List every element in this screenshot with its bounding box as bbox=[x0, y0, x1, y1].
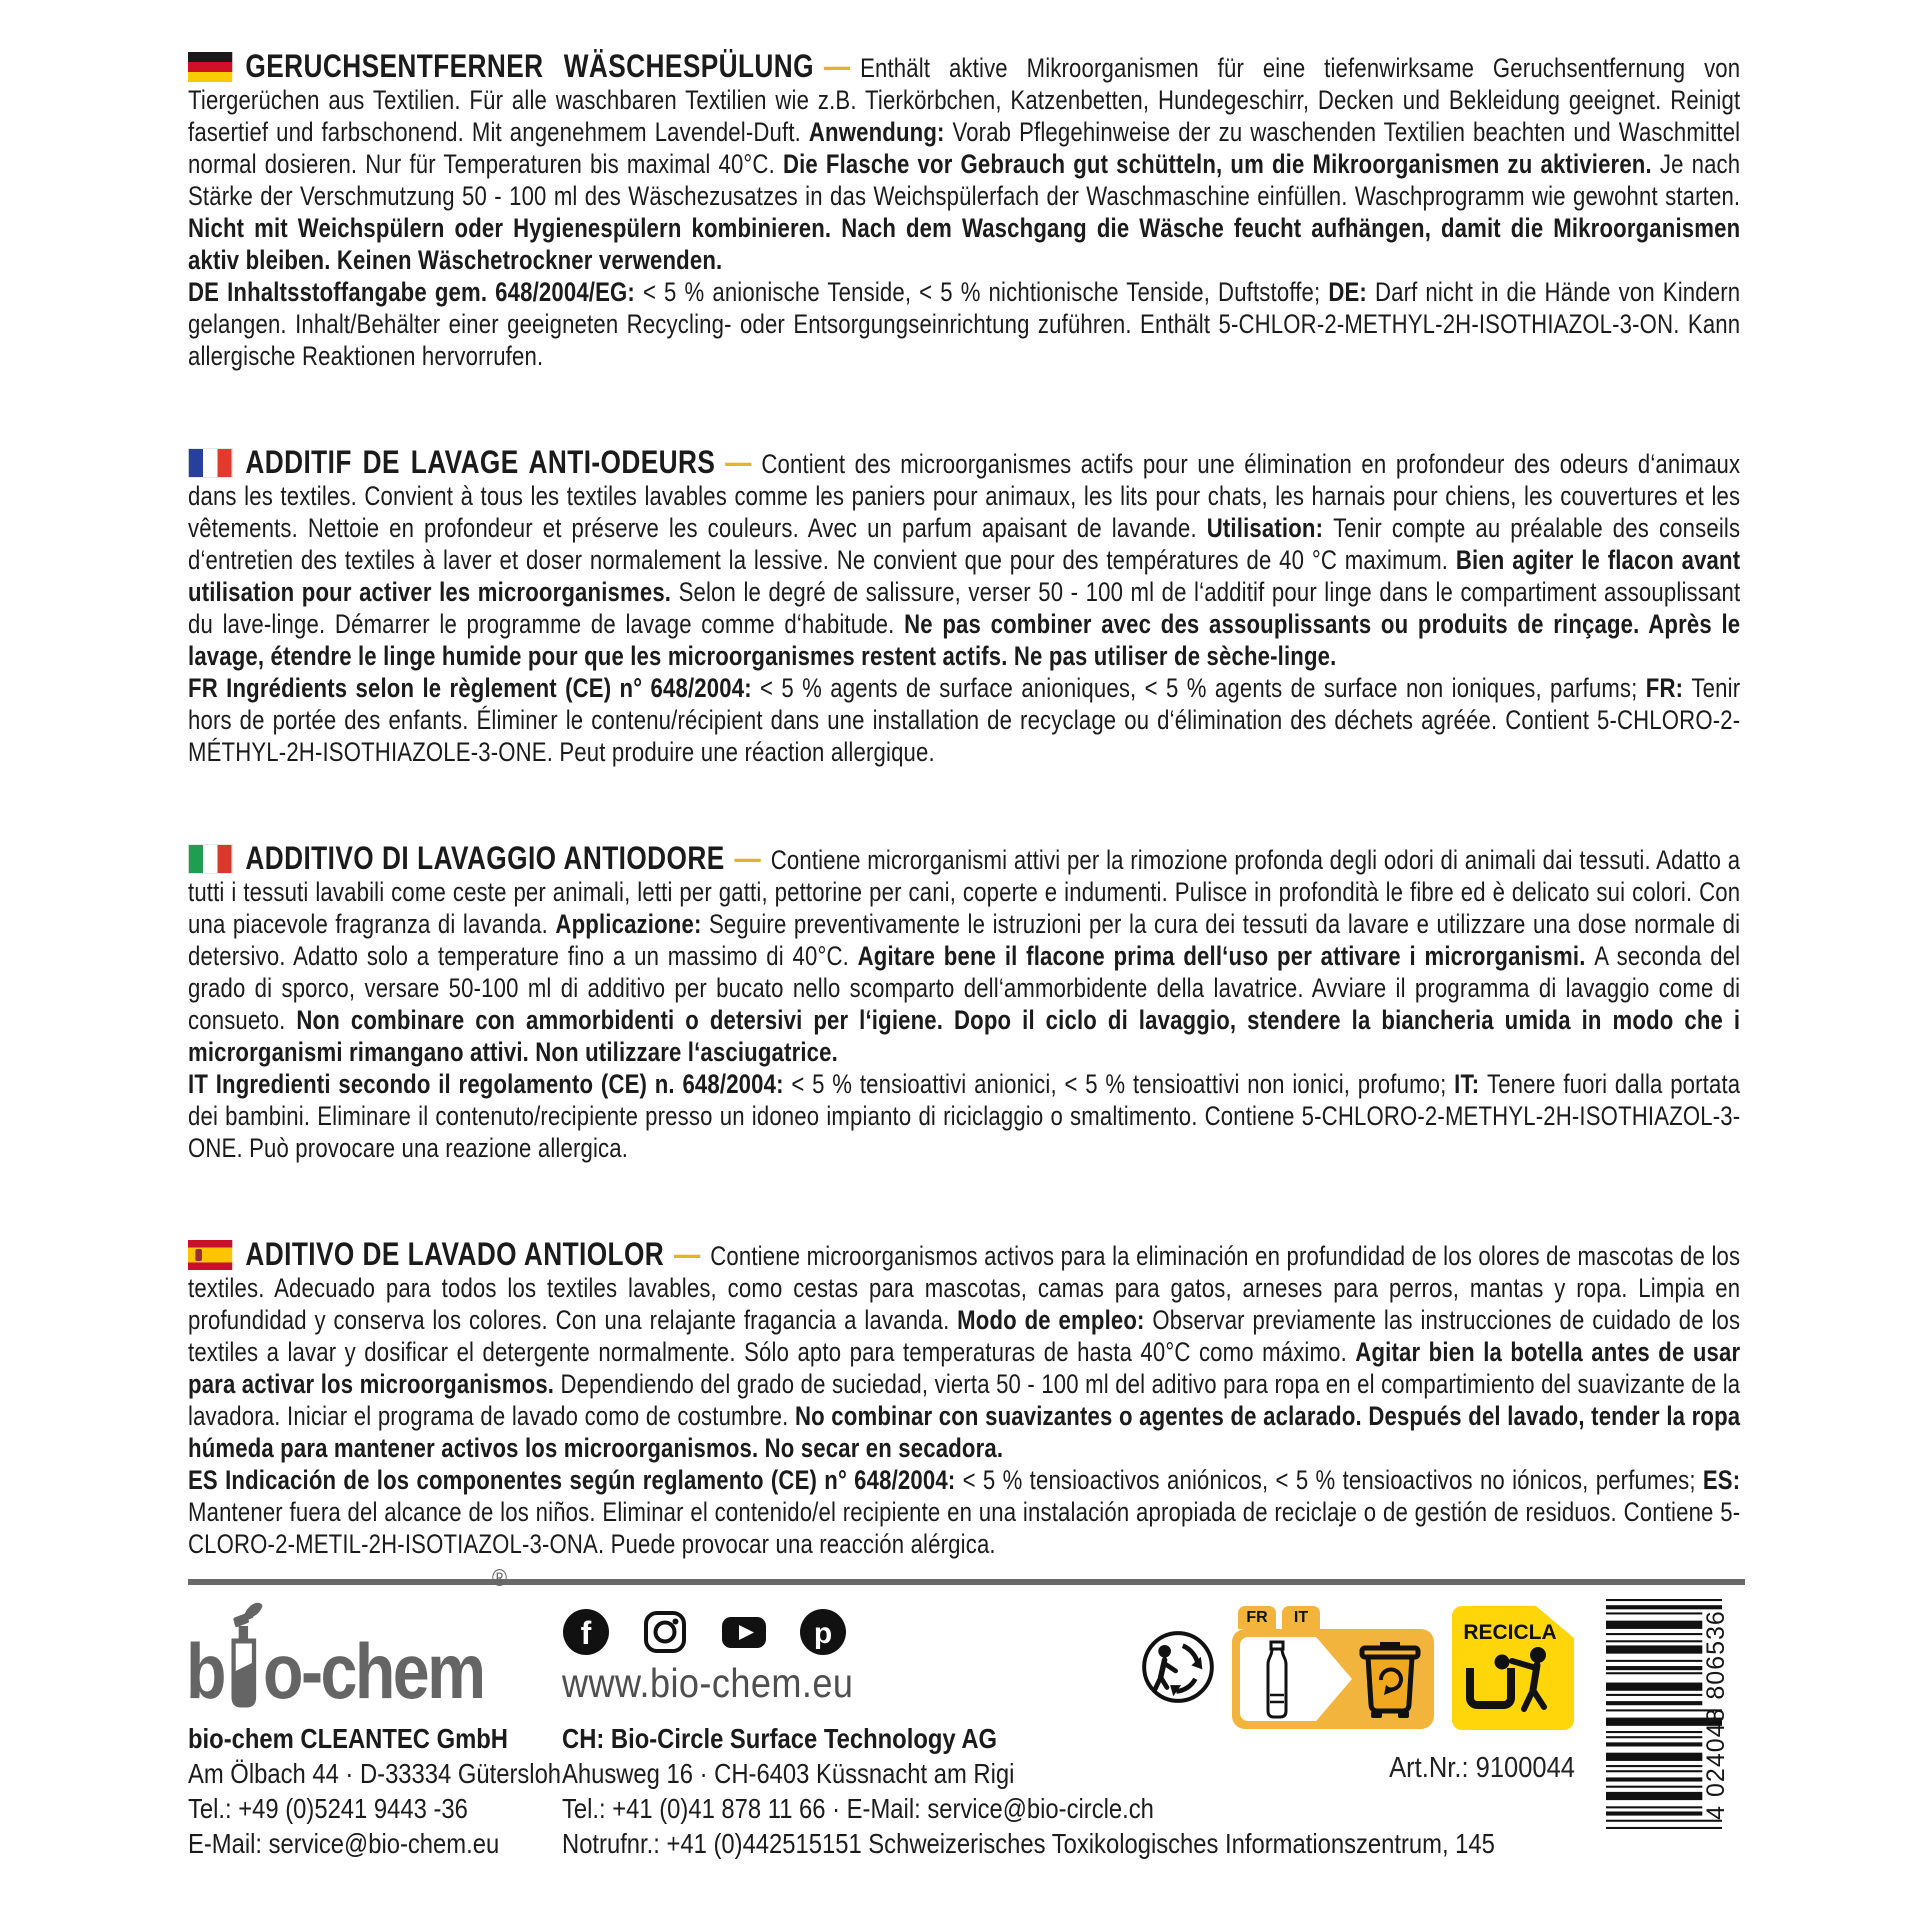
section-it-paragraph bbox=[188, 842, 1740, 1068]
registered-trademark: ® bbox=[492, 1565, 508, 1592]
section-fr-body: Contient des microorganismes actifs pour une élimination en profondeur des odeurs d‘animaux dans les textiles. Convient à tous les textiles lavables comme les paniers pour animaux, les lits pour chats, les harnais pour chiens, les couvertures et les vêtements. Nettoie en profondeur et préserve les couleurs. Avec un parfum apaisant de lavande. Utilisation: Tenir compte au préalable des conseils d‘entretien des textiles à laver et doser normalement la lessive. Ne convient que pour des températures de 40 °C maximum. Bien agiter le flacon avant utilisation pour activer les microorganismes. Selon le degré de salissure, verser 50 - 100 ml de l‘additif pour linge dans le compartiment assouplissant du lave-linge. Démarrer le programme de lavage comme d‘habitude. Ne pas combiner avec des assouplissants ou produits de rinçage. Après le lavage, étendre le linge humide pour que les microorganismes restent actifs. Ne pas utiliser de sèche-linge. bbox=[188, 449, 1741, 671]
title-dash: — bbox=[734, 840, 761, 876]
spray-bottle-leaf-icon bbox=[225, 1600, 262, 1710]
germany-flag-icon bbox=[188, 52, 232, 82]
section-es-body: Contiene microorganismos activos para la eliminación en profundidad de los olores de mascotas de los textiles. Adecuado para todos los textiles lavables, como cestas para mascotas, camas para gatos, arneses para perros, mantas y ropa. Limpia en profundidad y conserva los colores. Con una relajante fragancia a lavanda. Modo de empleo: Observar previamente las instrucciones de cuidado de los textiles a lavar y dosificar el detergente normalmente. Sólo apto para temperaturas de hasta 40°C como máximo. Agitar bien la botella antes de usar para activar los microorganismos. Dependiendo del grado de suciedad, vierta 50 - 100 ml del aditivo para ropa en el compartimiento del suavizante de la lavadora. Iniciar el programa de lavado como de costumbre. No combinar con suavizantes o agentes de aclarado. Después del lavado, tender la ropa húmeda para mantener activos los microorganismos. No secar en secadora. bbox=[188, 1241, 1741, 1463]
section-fr-paragraph bbox=[188, 446, 1740, 672]
company-street-ch: Ahusweg 16 · CH-6403 Küssnacht am Rigi bbox=[562, 1758, 1015, 1789]
sorting-badge-body bbox=[1232, 1629, 1434, 1729]
logo-text-ochem: o-chem bbox=[263, 1627, 484, 1715]
section-it-body: Contiene microrganismi attivi per la rimozione profonda degli odori di animali dai tessuti. Adatto a tutti i tessuti lavabili come ceste per animali, letti per gatti, pettorine per cani, coperte e indumenti. Pulisce in profondità le fibre ed è delicato sui colori. Con una piacevole fragranza di lavanda. Applicazione: Seguire preventivamente le istruzioni per la cura dei tessuti da lavare e utilizzare una dose normale di detersivo. Adatto solo a temperature fino a un massimo di 40°C. Agitare bene il flacone prima dell‘uso per attivare i microrganismi. A seconda del grado di sporco, versare 50-100 ml di additivo per bucato nello scomparto dell‘ammorbidente della lavatrice. Avviare il programma di lavaggio come di consueto. Non combinare con ammorbidenti o detersivi per l‘igiene. Dopo il ciclo di lavaggio, stendere la biancheria umida in modo che i microrganismi rimangano attivi. Non utilizzare l‘asciugatrice. bbox=[188, 845, 1741, 1067]
section-de-body: Enthält aktive Mikroorganismen für eine tiefenwirksame Geruchsentfernung von Tiergerüchen aus Textilien. Für alle waschbaren Textilien wie z.B. Tierkörbchen, Katzenbetten, Hundegeschirr, Decken und Bekleidung geeignet. Reinigt fasertief und farbschonend. Mit angenehmem Lavendel-Duft. Anwendung: Vorab Pflegehinweise der zu waschenden Textilien beachten und Waschmittel normal dosieren. Nur für Temperaturen bis maximal 40°C. Die Flasche vor Gebrauch gut schütteln, um die Mikroorganismen zu aktivieren. Je nach Stärke der Verschmutzung 50 - 100 ml des Wäschezusatzes in das Weichspülerfach der Waschmaschine einfüllen. Waschprogramm wie gewohnt starten. Nicht mit Weichspülern oder Hygienespülern kombinieren. Nach dem Waschgang die Wäsche feucht aufhängen, damit die Mikroorganismen aktiv bleiben. Keinen Wäschetrockner verwenden. bbox=[188, 53, 1741, 275]
section-es-ingredients: ES Indicación de los componentes según reglamento (CE) n° 648/2004: < 5 % tensioactivos aniónicos, < 5 % tensioactivos no iónicos, perfumes; ES: Mantener fuera del alcance de los niños. Eliminar el contenido/el recipiente en una instalación apropiada de reciclaje o de gestión de residuos. Contiene 5-CLORO-2-METIL-2H-ISOTIAZOL-3-ONA. Puede provocar una reacción alérgica. bbox=[188, 1465, 1741, 1559]
sorting-instruction-badge bbox=[1232, 1606, 1434, 1729]
section-title-de: GERUCHSENTFERNER WÄSCHESPÜLUNG bbox=[245, 48, 814, 84]
barcode-number: 4 024048 806536 bbox=[1702, 1610, 1730, 1820]
multilingual-text-block bbox=[188, 50, 1740, 1634]
section-title-fr: ADDITIF DE LAVAGE ANTI-ODEURS bbox=[245, 444, 716, 480]
company-name-ch: CH: Bio-Circle Surface Technology AG bbox=[562, 1723, 998, 1754]
sorting-badge-tabs bbox=[1232, 1606, 1434, 1629]
plastic-bottle-icon bbox=[1258, 1640, 1296, 1720]
company-email-de: E-Mail: service@bio-chem.eu bbox=[188, 1828, 500, 1859]
section-es bbox=[188, 1238, 1740, 1560]
section-it-ingredients: IT Ingredienti secondo il regolamento (CE) n. 648/2004: < 5 % tensioattivi anionici, < 5 % tensioattivi non ionici, profumo; IT: Tenere fuori dalla portata dei bambini. Eliminare il contenuto/recipiente presso un idoneo impianto di riciclaggio o smaltimento. Contiene 5-CHLORO-2-METHYL-2H-ISOTHIAZOL-3-ONE. Può provocare una reazione allergica. bbox=[188, 1069, 1741, 1163]
facebook-icon bbox=[563, 1609, 609, 1655]
section-fr-ingredients: FR Ingrédients selon le règlement (CE) n° 648/2004: < 5 % agents de surface anioniques, < 5 % agents de surface non ioniques, parfums; FR: Tenir hors de portée des enfants. Éliminer le contenu/récipient dans une installation de recyclage ou d‘élimination des déchets agréée. Contient 5-CHLORO-2-MÉTHYL-2H-ISOTHIAZOLE-3-ONE. Peut produire une réaction allergique. bbox=[188, 673, 1741, 767]
pinterest-icon bbox=[800, 1609, 846, 1655]
company-emergency-ch: Notrufnr.: +41 (0)442515151 Schweizerisches Toxikologisches Informationszentrum, 145 bbox=[562, 1828, 1495, 1859]
it-tab: IT bbox=[1282, 1606, 1320, 1629]
title-dash: — bbox=[725, 444, 752, 480]
section-es-paragraph bbox=[188, 1238, 1740, 1464]
youtube-icon bbox=[721, 1609, 767, 1655]
spain-flag-icon bbox=[188, 1240, 232, 1270]
barcode bbox=[1606, 1599, 1746, 1831]
company-name-de: bio-chem CLEANTEC GmbH bbox=[188, 1723, 508, 1754]
bottle-panel bbox=[1240, 1637, 1352, 1721]
section-de-paragraph bbox=[188, 50, 1740, 276]
recycling-bin-icon bbox=[1358, 1640, 1422, 1718]
company-address-ch bbox=[562, 1721, 1565, 1861]
company-tel-ch: Tel.: +41 (0)41 878 11 66 · E-Mail: service@bio-circle.ch bbox=[562, 1793, 1154, 1824]
france-flag-icon bbox=[188, 448, 232, 478]
section-title-it: ADDITIVO DI LAVAGGIO ANTIODORE bbox=[245, 840, 725, 876]
italy-flag-icon bbox=[188, 844, 232, 874]
svg-text:p: p bbox=[813, 1617, 833, 1650]
section-de bbox=[188, 50, 1740, 372]
section-de-ingredients: DE Inhaltsstoffangabe gem. 648/2004/EG: < 5 % anionische Tenside, < 5 % nichtionische Tenside, Duftstoffe; DE: Darf nicht in die Hände von Kindern gelangen. Inhalt/Behälter einer geeigneten Recycling- oder Entsorgungseinrichtung zuführen. Enthält 5-CHLOR-2-METHYL-2H-ISOTHIAZOL-3-ON. Kann allergische Reaktionen hervorrufen. bbox=[188, 277, 1741, 371]
svg-text:f: f bbox=[580, 1615, 592, 1651]
article-number: Art.Nr.: 9100044 bbox=[1389, 1752, 1575, 1784]
website-url: www.bio-chem.eu bbox=[562, 1660, 854, 1706]
fr-tab: FR bbox=[1238, 1606, 1276, 1629]
instagram-icon bbox=[642, 1609, 688, 1655]
title-dash: — bbox=[674, 1236, 701, 1272]
title-dash: — bbox=[823, 48, 851, 84]
recicla-label: RECICLA bbox=[1463, 1621, 1557, 1644]
section-fr bbox=[188, 446, 1740, 768]
company-street-de: Am Ölbach 44 · D-33334 Gütersloh bbox=[188, 1758, 562, 1789]
recicla-badge bbox=[1452, 1606, 1574, 1730]
social-icons-row bbox=[563, 1609, 846, 1655]
section-title-es: ADITIVO DE LAVADO ANTIOLOR bbox=[245, 1236, 665, 1272]
bio-chem-logo bbox=[186, 1565, 508, 1715]
company-tel-de: Tel.: +49 (0)5241 9443 -36 bbox=[188, 1793, 468, 1824]
section-it bbox=[188, 842, 1740, 1164]
divider-line bbox=[188, 1579, 1745, 1585]
logo-text-b: b bbox=[186, 1627, 224, 1715]
triman-recycling-icon bbox=[1138, 1630, 1218, 1704]
